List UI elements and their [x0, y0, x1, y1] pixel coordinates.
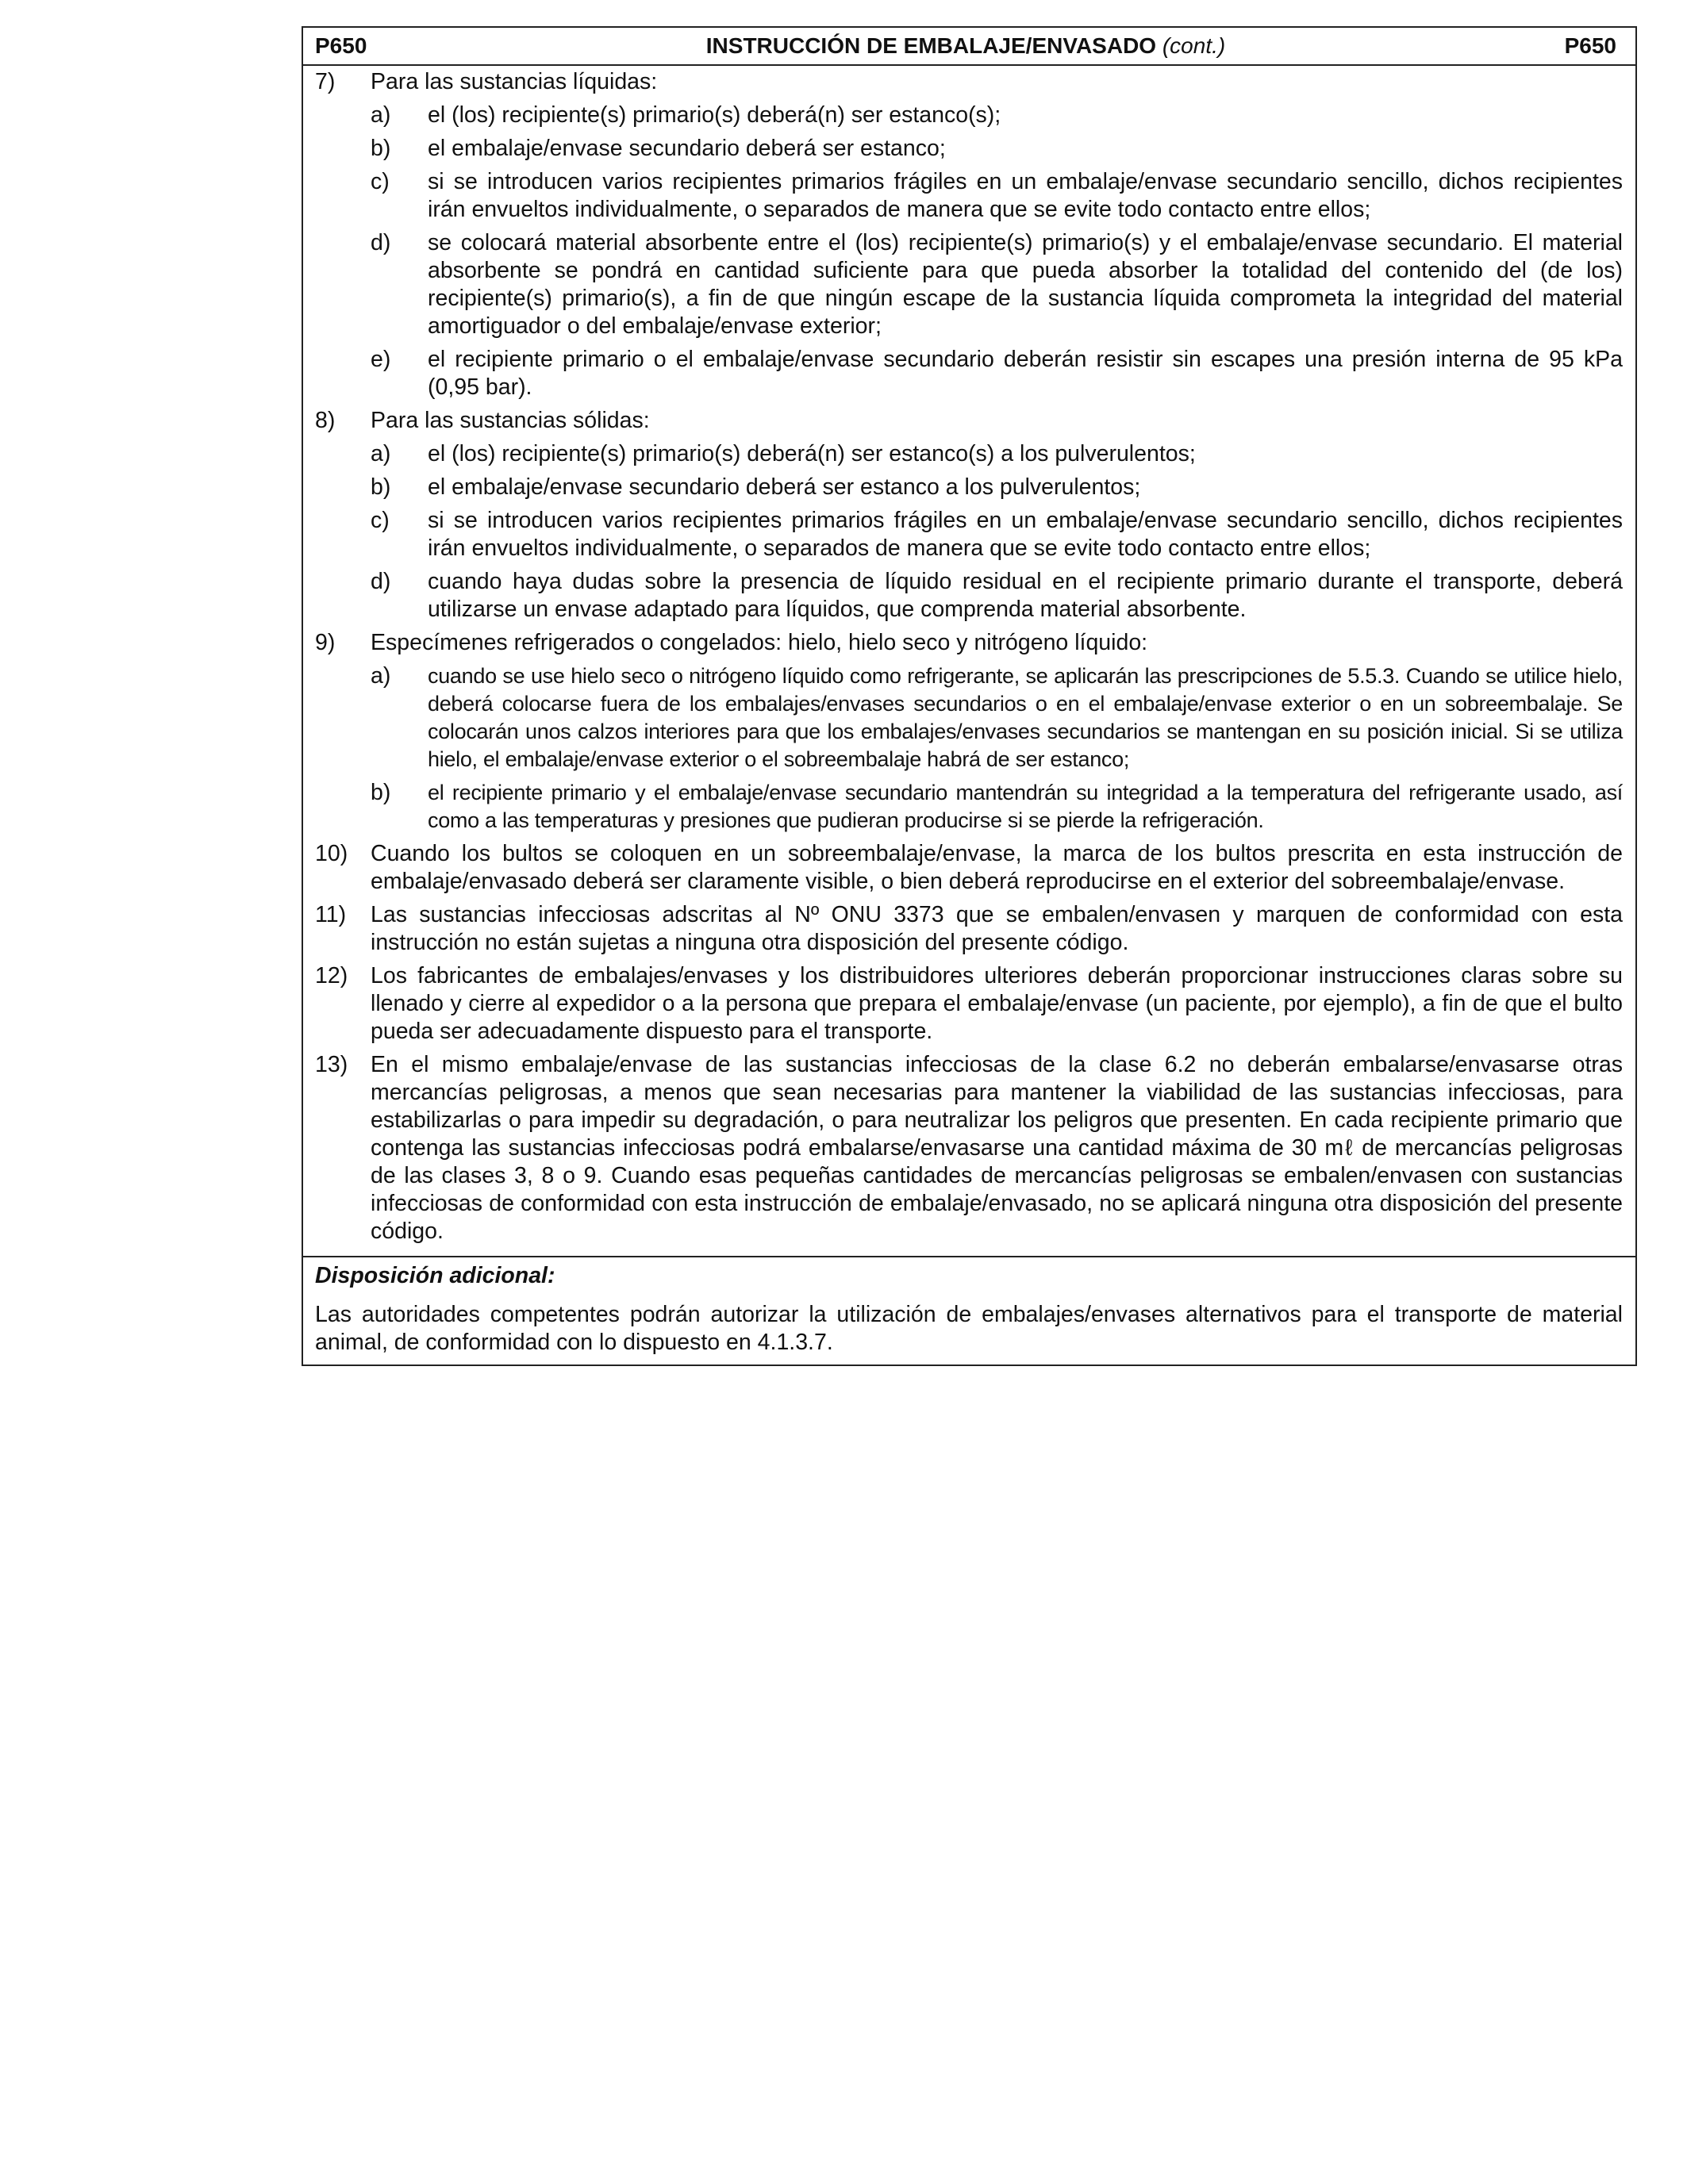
- subitem-text: cuando haya dudas sobre la presencia de líquido residual en el recipiente primario durante el transporte, deberá utilizarse un envase adaptado para líquidos, que comprenda material absorbente.: [428, 569, 1623, 622]
- subitem-text: cuando se use hielo seco o nitrógeno líquido como refrigerante, se aplicarán las prescripciones de 5.5.3. Cuando se utilice hielo, deberá colocarse fuera de los embalajes/envases secundarios o en el embalaje/envase exterior o en un sobreembalaje. Se colocarán unos calzos interiores para que los embalajes/envases secundarios se mantengan en su posición inicial. Si se utiliza hielo, el embalaje/envase exterior o el sobreembalaje habrá de ser estanco;: [428, 664, 1623, 771]
- subitem-letter: d): [371, 569, 391, 594]
- subitem-letter: e): [371, 347, 391, 372]
- provision-item: [315, 1051, 1623, 1246]
- instruction-code-right: P650: [1564, 33, 1616, 58]
- provision-item: [315, 68, 1623, 96]
- subitem-text: el embalaje/envase secundario deberá ser estanco;: [428, 136, 946, 161]
- provisions-list: [303, 66, 1635, 1256]
- provision-subitem: [371, 135, 1623, 163]
- provision-subitem: [371, 474, 1623, 501]
- provision-text: Las sustancias infecciosas adscritas al Nº ONU 3373 que se embalen/envasen y marquen de conformidad con esta instrucción no están sujetas a ninguna otra disposición del presente código.: [371, 902, 1623, 955]
- subitem-letter: a): [371, 102, 391, 128]
- table-header: [303, 28, 1635, 66]
- provision-number: 12): [315, 963, 348, 988]
- provision-item: [315, 840, 1623, 896]
- provision-subitem: [371, 102, 1623, 129]
- subitem-letter: a): [371, 441, 391, 466]
- instruction-code-left: P650: [315, 33, 367, 58]
- subitem-letter: b): [371, 474, 391, 500]
- provision-text: Para las sustancias líquidas:: [371, 69, 658, 94]
- provision-subitem: [371, 229, 1623, 340]
- subitem-text: el (los) recipiente(s) primario(s) deberá(n) ser estanco(s);: [428, 102, 1001, 128]
- subitem-letter: c): [371, 169, 390, 194]
- instruction-title: [367, 33, 1564, 59]
- provision-subitem: [371, 662, 1623, 773]
- subitem-letter: a): [371, 663, 391, 689]
- subitem-letter: b): [371, 780, 391, 805]
- title-suffix: (cont.): [1162, 33, 1226, 58]
- provision-number: 10): [315, 841, 348, 866]
- subitem-letter: c): [371, 508, 390, 533]
- provision-subitem: [371, 168, 1623, 224]
- subitem-text: el (los) recipiente(s) primario(s) deberá(n) ser estanco(s) a los pulverulentos;: [428, 441, 1196, 466]
- provision-number: 7): [315, 69, 336, 94]
- provision-text: Para las sustancias sólidas:: [371, 408, 650, 433]
- provision-text: En el mismo embalaje/envase de las sustancias infecciosas de la clase 6.2 no deberán embalarse/envasarse otras mercancías peligrosas, a menos que sean necesarias para mantener la viabilidad de las sustancias infecciosas, para estabilizarlas o para impedir su degradación, o para neutralizar los peligros que presenten. En cada recipiente primario que contenga las sustancias infecciosas podrá embalarse/envasarse una cantidad máxima de 30 mℓ de mercancías peligrosas de las clases 3, 8 o 9. Cuando esas pequeñas cantidades de mercancías peligrosas se embalen/envasen con sustancias infecciosas de conformidad con esta instrucción de embalaje/envasado, no se aplicará ninguna otra disposición del presente código.: [371, 1052, 1623, 1244]
- additional-provision-text: Las autoridades competentes podrán autorizar la utilización de embalajes/envases alternativos para el transporte de material animal, de conformidad con lo dispuesto en 4.1.3.7.: [315, 1302, 1623, 1355]
- provision-text: Los fabricantes de embalajes/envases y los distribuidores ulteriores deberán proporcionar instrucciones claras sobre su llenado y cierre al expedidor o a la persona que prepara el embalaje/envase (un paciente, por ejemplo), a fin de que el bulto pueda ser adecuadamente dispuesto para el transporte.: [371, 963, 1623, 1044]
- provision-number: 13): [315, 1052, 348, 1077]
- provision-subitem: [371, 507, 1623, 562]
- provision-subitem: [371, 346, 1623, 401]
- provision-text: Cuando los bultos se coloquen en un sobreembalaje/envase, la marca de los bultos prescrita en esta instrucción de embalaje/envasado deberá ser claramente visible, o bien deberá reproducirse en el exterior del sobreembalaje/envase.: [371, 841, 1623, 894]
- additional-provision: [303, 1256, 1635, 1365]
- subitem-text: si se introducen varios recipientes primarios frágiles en un embalaje/envase secundario sencillo, dichos recipientes irán envueltos individualmente, o separados de manera que se evite todo contacto entre ellos;: [428, 508, 1623, 561]
- subitem-letter: d): [371, 230, 391, 255]
- provision-subitem: [371, 440, 1623, 468]
- provision-number: 11): [315, 902, 347, 927]
- subitem-text: se colocará material absorbente entre el (los) recipiente(s) primario(s) y el embalaje/envase secundario. El material absorbente se pondrá en cantidad suficiente para que pueda absorber la totalidad del contenido del (de los) recipiente(s) primario(s), a fin de que ningún escape de la sustancia líquida comprometa la integridad del material amortiguador o del embalaje/envase exterior;: [428, 230, 1623, 339]
- subitem-text: si se introducen varios recipientes primarios frágiles en un embalaje/envase secundario sencillo, dichos recipientes irán envueltos individualmente, o separados de manera que se evite todo contacto entre ellos;: [428, 169, 1623, 222]
- packing-instruction-table: [302, 26, 1637, 1366]
- provision-subitem: [371, 779, 1623, 835]
- provision-item: [315, 962, 1623, 1046]
- provision-item: [315, 407, 1623, 435]
- subitem-text: el recipiente primario y el embalaje/envase secundario mantendrán su integridad a la temperatura del refrigerante usado, así como a las temperaturas y presiones que pudieran producirse si se pierde la refrigeración.: [428, 781, 1623, 832]
- provision-text: Especímenes refrigerados o congelados: hielo, hielo seco y nitrógeno líquido:: [371, 630, 1148, 655]
- provision-subitem: [371, 568, 1623, 624]
- title-text: INSTRUCCIÓN DE EMBALAJE/ENVASADO: [705, 33, 1157, 58]
- provision-item: [315, 629, 1623, 657]
- subitem-letter: b): [371, 136, 391, 161]
- subitem-text: el embalaje/envase secundario deberá ser estanco a los pulverulentos;: [428, 474, 1141, 500]
- additional-provision-heading: Disposición adicional:: [315, 1263, 555, 1288]
- provision-item: [315, 901, 1623, 957]
- subitem-text: el recipiente primario o el embalaje/envase secundario deberán resistir sin escapes una presión interna de 95 kPa (0,95 bar).: [428, 347, 1623, 400]
- provision-number: 8): [315, 408, 336, 433]
- provision-number: 9): [315, 630, 336, 655]
